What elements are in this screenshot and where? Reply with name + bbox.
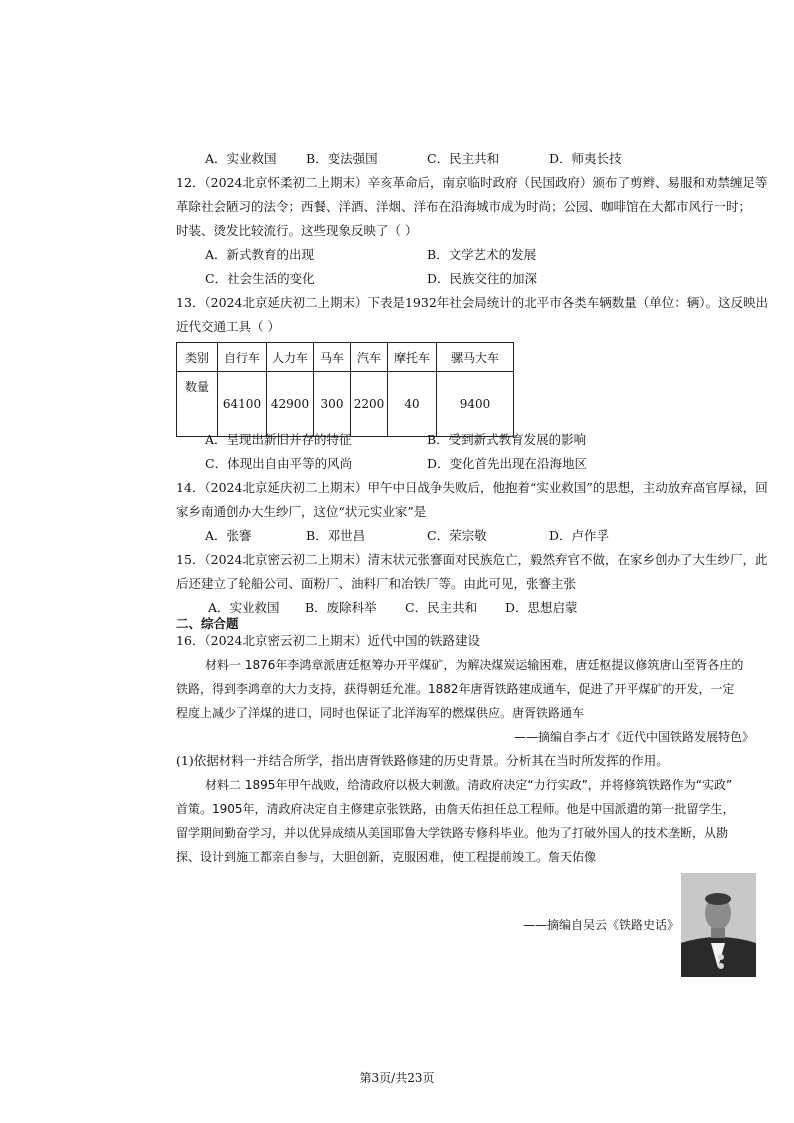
material1-source: ——摘编自李占才《近代中国铁路发展特色》 xyxy=(514,730,755,744)
material1-line-2: 铁路，得到李鸿章的大力支持，获得朝廷允准。1882年唐胥铁路建成通车，促进了开平煤矿的开发，一定 xyxy=(176,682,735,696)
q15-option-d: D．思想启蒙 xyxy=(505,600,578,615)
q13-option-d: D．变化首先出现在沿海地区 xyxy=(427,456,588,471)
q14-option-d: D．卢作孚 xyxy=(549,528,610,543)
q12-option-d: D．民族交往的加深 xyxy=(427,271,538,286)
material2-line-2: 首策。1905年，清政府决定自主修建京张铁路，由詹天佑担任总工程师。他是中国派遣的第一批留学生， xyxy=(176,802,735,816)
q12-line-3: 时装、烫发比较流行。这些现象反映了（ ） xyxy=(176,223,418,238)
material1-line-3: 程度上减少了洋煤的进口，同时也保证了北洋海军的燃煤供应。唐胥铁路通车 xyxy=(176,706,585,720)
q15-option-a: A．实业救国 xyxy=(208,600,280,615)
table-cell: 300 xyxy=(314,372,351,437)
q14-option-c: C．荣宗敬 xyxy=(427,528,487,543)
table-cell: 40 xyxy=(388,372,437,437)
material2-line-4: 探、设计到施工都亲自参与，大胆创新，克服困难，使工程提前竣工。詹天佑像 xyxy=(176,850,597,864)
q13-line-2: 近代交通工具（ ） xyxy=(176,319,280,334)
page-number: 第3页/共23页 xyxy=(359,1071,435,1085)
table-header-cell: 马车 xyxy=(314,343,351,372)
portrait-figure-icon xyxy=(681,873,756,977)
q13-option-b: B．受到新式教育发展的影响 xyxy=(427,432,587,447)
q11-option-a: A．实业救国 xyxy=(205,151,277,166)
q14-line-1: 14．（2024北京延庆初二上期末）甲午中日战争失败后，他抱着“实业救国”的思想，主动放弃高官厚禄，回 xyxy=(176,480,768,495)
table-header-cell: 人力车 xyxy=(267,343,314,372)
table-header-cell: 摩托车 xyxy=(388,343,437,372)
q16-title: 16．（2024北京密云初二上期末）近代中国的铁路建设 xyxy=(176,633,480,648)
q16-question-1: (1)依据材料一并结合所学，指出唐胥铁路修建的历史背景。分析其在当时所发挥的作用。 xyxy=(176,753,669,768)
table-header-cell: 类别 xyxy=(177,343,218,372)
section-title: 二、综合题 xyxy=(176,616,239,631)
table-header-cell: 汽车 xyxy=(351,343,388,372)
q12-option-a: A．新式教育的出现 xyxy=(205,247,315,262)
material1-line-1: 材料一 1876年李鸿章派唐廷枢筹办开平煤矿，为解决煤炭运输困难，唐廷枢提议修筑唐山至胥各庄的 xyxy=(205,658,744,672)
q11-option-b: B．变法强国 xyxy=(306,151,378,166)
q15-option-c: C．民主共和 xyxy=(405,600,478,615)
table-header-cell: 自行车 xyxy=(218,343,267,372)
table-header-row xyxy=(177,343,514,372)
portrait-photo xyxy=(681,873,756,977)
table-header-cell: 骡马大车 xyxy=(437,343,514,372)
vehicle-table xyxy=(176,342,514,437)
q14-line-2: 家乡南通创办大生纱厂，这位“状元实业家”是 xyxy=(176,504,427,519)
q11-option-d: D．师夷长技 xyxy=(549,151,622,166)
q13-option-c: C．体现出自由平等的风尚 xyxy=(205,456,353,471)
table-cell: 9400 xyxy=(437,372,514,437)
q11-option-c: C．民主共和 xyxy=(427,151,500,166)
q12-option-c: C．社会生活的变化 xyxy=(205,271,315,286)
q13-option-a: A．呈现出新旧并存的特征 xyxy=(205,432,352,447)
q15-option-b: B．废除科举 xyxy=(305,600,377,615)
q12-line-2: 革除社会陋习的法令；西餐、洋酒、洋烟、洋布在沿海城市成为时尚；公园、咖啡馆在大都市风行一时； xyxy=(176,199,752,214)
table-cell: 64100 xyxy=(218,372,267,437)
q12-line-1: 12．（2024北京怀柔初二上期末）辛亥革命后，南京临时政府（民国政府）颁布了剪辫、易服和劝禁缠足等 xyxy=(176,175,768,190)
table-cell: 2200 xyxy=(351,372,388,437)
q14-option-b: B．邓世昌 xyxy=(306,528,366,543)
q12-option-b: B．文学艺术的发展 xyxy=(427,247,537,262)
q15-line-1: 15．（2024北京密云初二上期末）清末状元张謇面对民族危亡，毅然弃官不做，在家乡创办了大生纱厂，此 xyxy=(176,552,768,567)
table-row-label: 数量 xyxy=(177,372,218,437)
material2-line-1: 材料二 1895年甲午战败，给清政府以极大刺激。清政府决定“力行实政”，并将修筑铁路作为“实政” xyxy=(205,778,733,792)
q14-option-a: A．张謇 xyxy=(205,528,252,543)
material2-line-3: 留学期间勤奋学习，并以优异成绩从美国耶鲁大学铁路专修科毕业。他为了打破外国人的技术垄断，从勘 xyxy=(176,826,729,840)
table-row xyxy=(177,372,514,437)
table-cell: 42900 xyxy=(267,372,314,437)
q13-line-1: 13．（2024北京延庆初二上期末）下表是1932年社会局统计的北平市各类车辆数量（单位：辆）。这反映出 xyxy=(176,295,769,310)
q15-line-2: 后还建立了轮船公司、面粉厂、油料厂和冶铁厂等。由此可见，张謇主张 xyxy=(176,576,577,591)
material2-source: ——摘编自吴云《铁路史话》 xyxy=(523,918,680,932)
